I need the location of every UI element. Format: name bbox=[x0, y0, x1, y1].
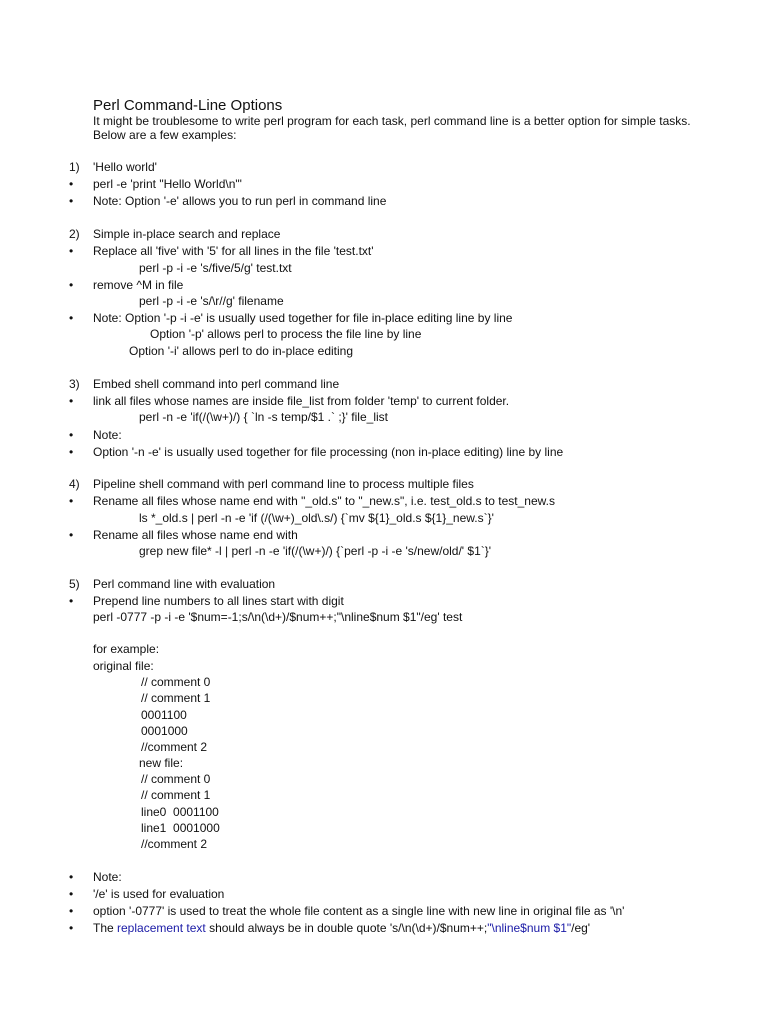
code-line: perl -0777 -p -i -e '$num=-1;s/\n(\d+)/$num++;"\nline$num $1"/eg' test bbox=[93, 610, 463, 624]
section-number: 1) bbox=[69, 160, 80, 174]
code-line: grep new file* -l | perl -n -e 'if(/(\w+)/) {`perl -p -i -e 's/new/old/' $1`}' bbox=[139, 544, 492, 558]
bullet-icon: • bbox=[69, 394, 74, 408]
section-heading: Perl command line with evaluation bbox=[93, 577, 276, 591]
section-heading: 'Hello world' bbox=[93, 160, 157, 174]
list-item: Rename all files whose name end with "_old.s" to "_new.s", i.e. test_old.s to test_new.s bbox=[93, 494, 555, 508]
list-item: Option '-n -e' is usually used together for file processing (non in-place editing) line by line bbox=[93, 445, 564, 459]
list-item: Prepend line numbers to all lines start with digit bbox=[93, 594, 344, 608]
bullet-icon: • bbox=[69, 904, 74, 918]
bullet-icon: • bbox=[69, 594, 74, 608]
section-heading: Embed shell command into perl command line bbox=[93, 377, 340, 391]
file-content-line: 0001100 bbox=[141, 708, 187, 722]
list-item: remove ^M in file bbox=[93, 278, 184, 292]
bullet-icon: • bbox=[69, 278, 74, 292]
section-number: 4) bbox=[69, 477, 80, 491]
file-content-line: line0 0001100 bbox=[141, 805, 219, 819]
highlighted-text: replacement text bbox=[117, 921, 206, 935]
file-content-line: // comment 0 bbox=[141, 772, 211, 786]
bullet-icon: • bbox=[69, 194, 74, 208]
list-item: Note: Option '-p -i -e' is usually used together for file in-place editing line by line bbox=[93, 311, 513, 325]
example-label: new file: bbox=[139, 756, 184, 770]
section-heading: Pipeline shell command with perl command line to process multiple files bbox=[93, 477, 474, 491]
intro-line: It might be troublesome to write perl program for each task, perl command line is a better option for simple tasks. bbox=[93, 114, 691, 128]
bullet-icon: • bbox=[69, 870, 74, 884]
section-number: 5) bbox=[69, 577, 80, 591]
text-segment: The bbox=[93, 921, 118, 935]
file-content-line: // comment 1 bbox=[141, 691, 211, 705]
page-title: Perl Command-Line Options bbox=[93, 97, 283, 114]
highlighted-text: "\nline$num $1" bbox=[487, 921, 572, 935]
list-item: Replace all 'five' with '5' for all lines in the file 'test.txt' bbox=[93, 244, 374, 258]
file-content-line: //comment 2 bbox=[141, 837, 208, 851]
section-number: 3) bbox=[69, 377, 80, 391]
bullet-icon: • bbox=[69, 428, 74, 442]
file-content-line: // comment 1 bbox=[141, 788, 211, 802]
file-content-line: //comment 2 bbox=[141, 740, 208, 754]
list-item: '/e' is used for evaluation bbox=[93, 887, 225, 901]
example-label: for example: bbox=[93, 642, 160, 656]
bullet-icon: • bbox=[69, 887, 74, 901]
text-segment: /eg' bbox=[571, 921, 591, 935]
bullet-icon: • bbox=[69, 921, 74, 935]
section-heading: Simple in-place search and replace bbox=[93, 227, 281, 241]
text-segment: should always be in double quote 's/\n(\d+)/$num++; bbox=[205, 921, 488, 935]
file-content-line: line1 0001000 bbox=[141, 821, 220, 835]
list-item: Note: bbox=[93, 870, 122, 884]
bullet-icon: • bbox=[69, 244, 74, 258]
list-item: Note: bbox=[93, 428, 122, 442]
file-content-line: // comment 0 bbox=[141, 675, 211, 689]
bullet-icon: • bbox=[69, 494, 74, 508]
bullet-icon: • bbox=[69, 528, 74, 542]
code-line: perl -n -e 'if(/(\w+)/) { `ln -s temp/$1 .` ;}' file_list bbox=[139, 410, 388, 424]
bullet-icon: • bbox=[69, 445, 74, 459]
code-line: ls *_old.s | perl -n -e 'if (/(\w+)_old\.s/) {`mv ${1}_old.s ${1}_new.s`}' bbox=[139, 511, 494, 525]
list-item: Note: Option '-e' allows you to run perl in command line bbox=[93, 194, 387, 208]
note-line: Option '-p' allows perl to process the file line by line bbox=[150, 327, 422, 341]
example-label: original file: bbox=[93, 659, 154, 673]
code-line: perl -p -i -e 's/\r//g' filename bbox=[139, 294, 284, 308]
file-content-line: 0001000 bbox=[141, 724, 188, 738]
list-item: link all files whose names are inside file_list from folder 'temp' to current folder. bbox=[93, 394, 510, 408]
list-item: option '-0777' is used to treat the whole file content as a single line with new line in original file as '\n' bbox=[93, 904, 625, 918]
intro-line: Below are a few examples: bbox=[93, 128, 237, 142]
section-number: 2) bbox=[69, 227, 80, 241]
note-line: Option '-i' allows perl to do in-place editing bbox=[129, 344, 354, 358]
list-item: Rename all files whose name end with bbox=[93, 528, 298, 542]
list-item bbox=[93, 920, 590, 936]
list-item: perl -e 'print "Hello World\n"' bbox=[93, 177, 242, 191]
bullet-icon: • bbox=[69, 177, 74, 191]
code-line: perl -p -i -e 's/five/5/g' test.txt bbox=[139, 261, 292, 275]
bullet-icon: • bbox=[69, 311, 74, 325]
